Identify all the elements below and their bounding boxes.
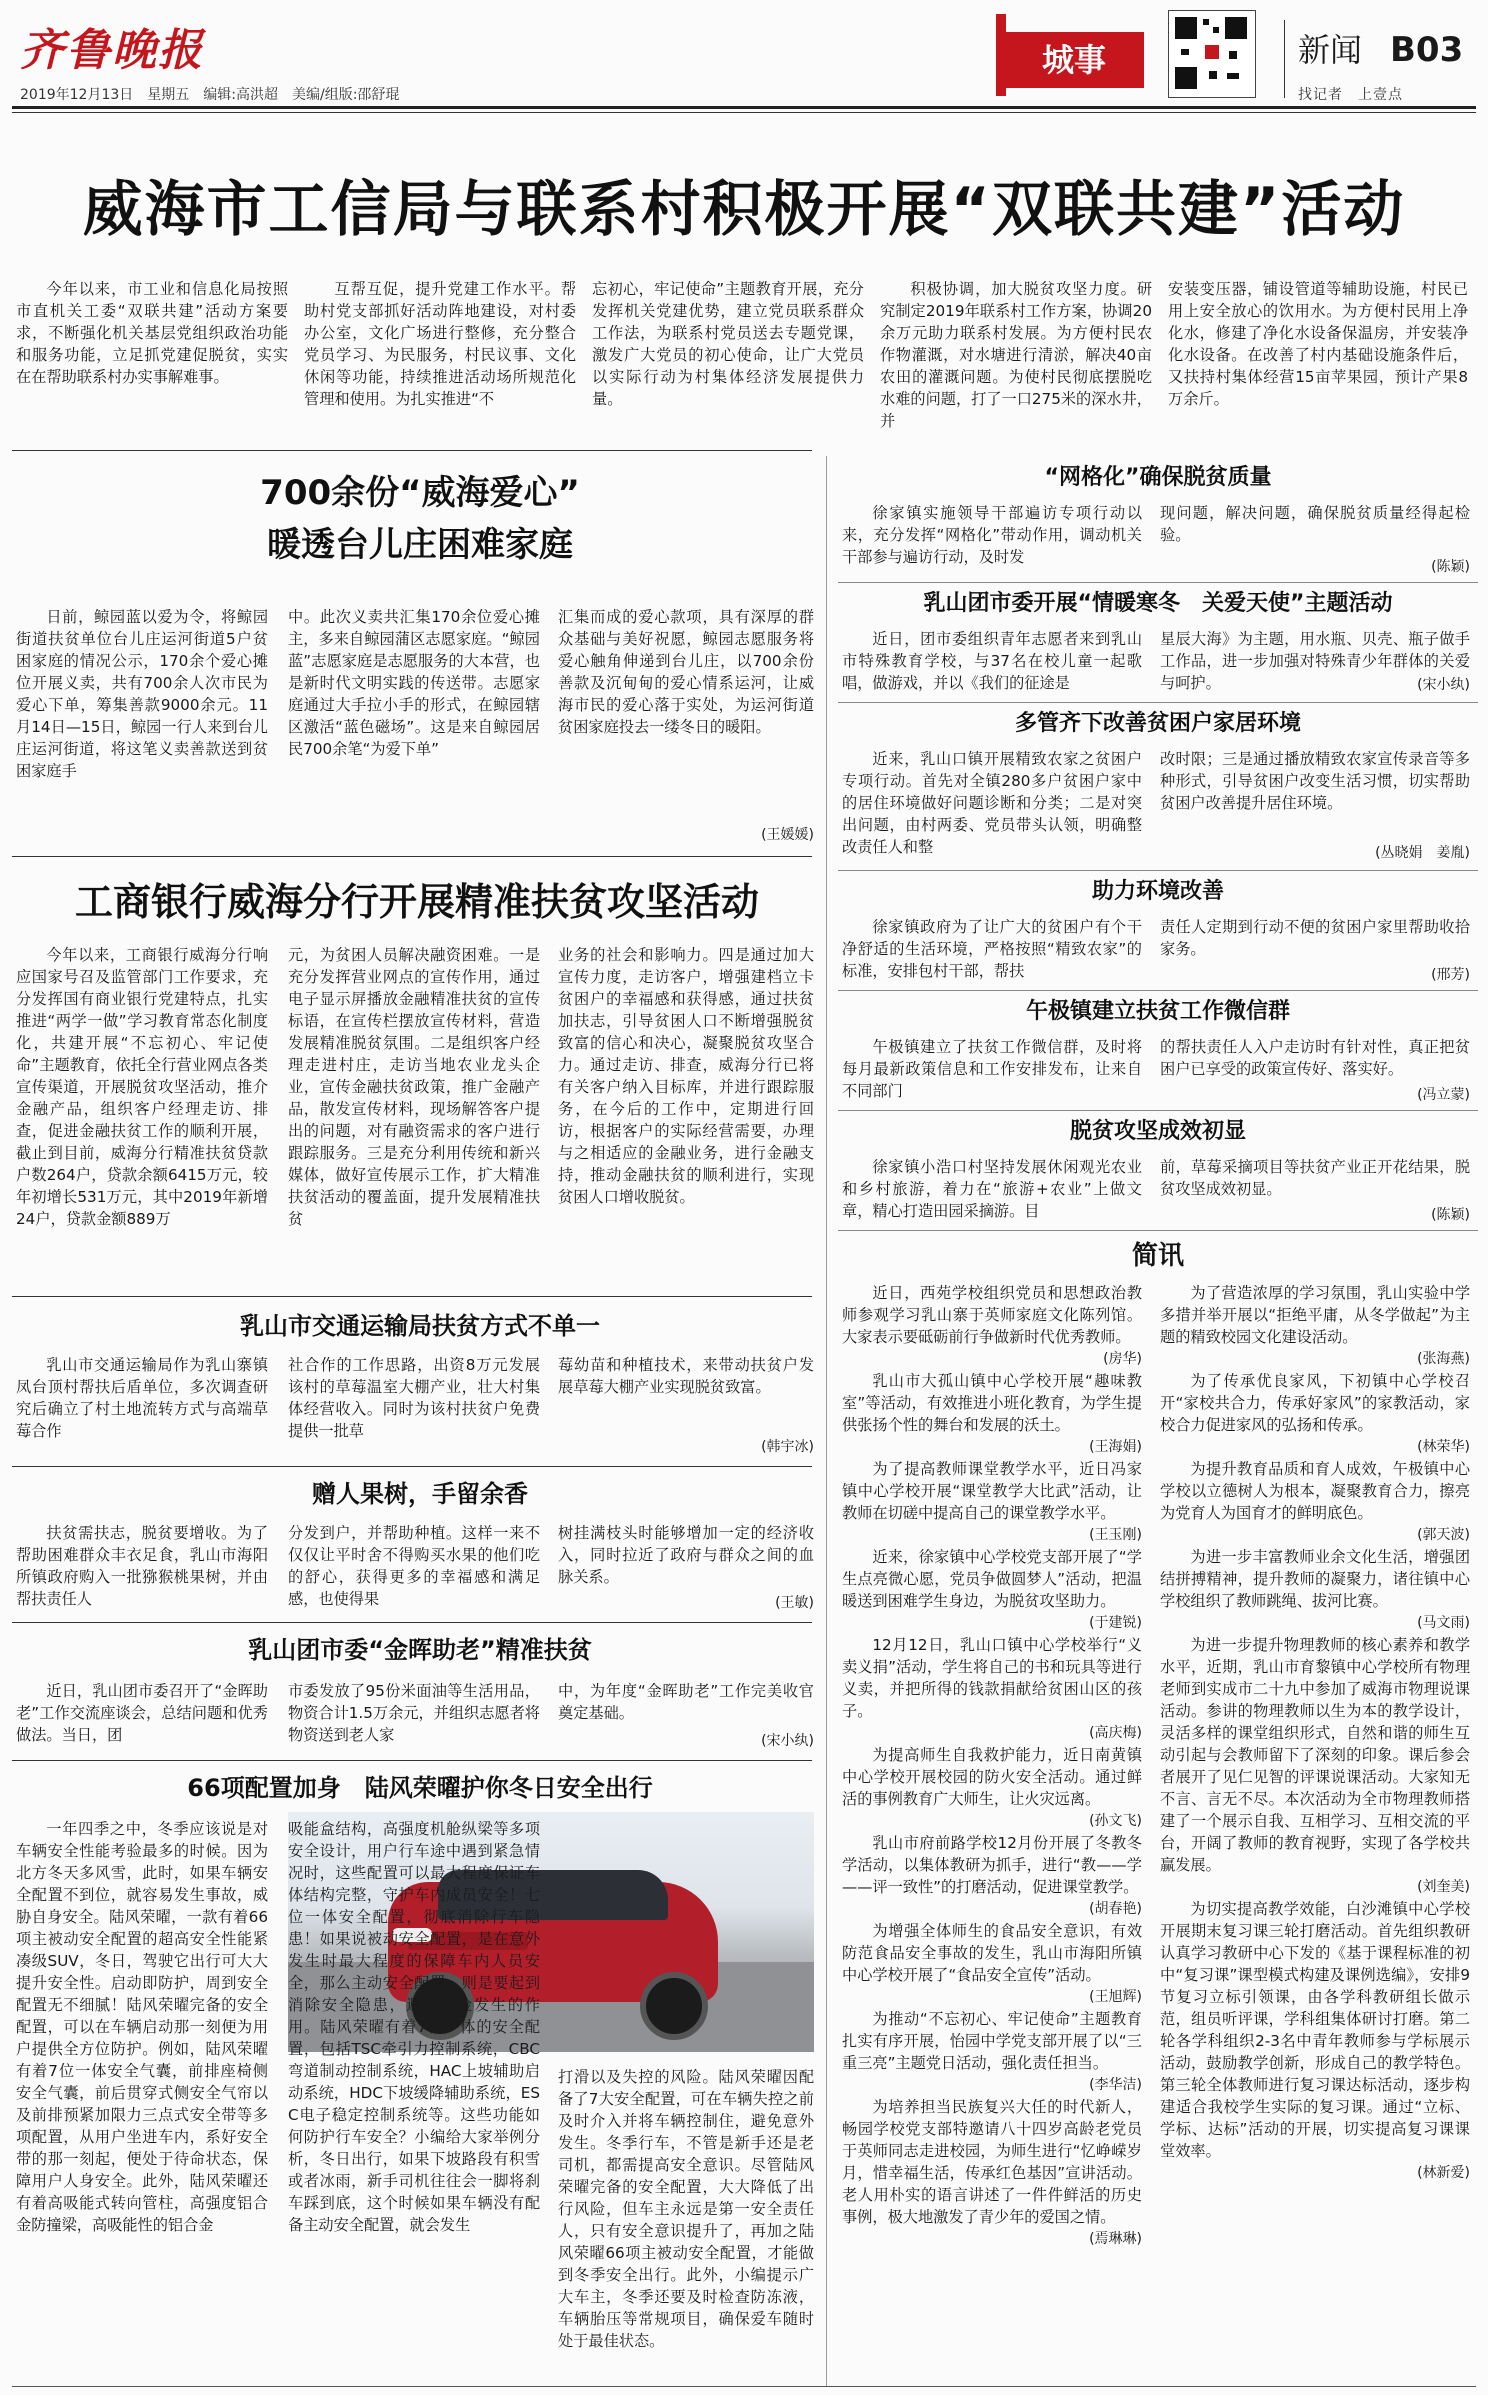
jianxun-headline: 简讯 — [1131, 1241, 1184, 1271]
brief-item: 12月12日，乳山口镇中心学校举行“义卖义捐”活动，学生将自己的书和玩具等进行义卖，并把所得的钱款捐献给贫困山区的孩子。 — [842, 1636, 1142, 1720]
jiaotong-column-1: 乳山市交通运输局作为乳山寨镇凤台顶村帮扶后盾单位，多次调查研究后确立了村土地流转方式与高端草莓合作 — [16, 1356, 268, 1440]
brief-signature: (林荣华) — [1417, 1439, 1470, 1455]
brief-item: 为了提高教师课堂教学水平，近日冯家镇中心学校开展“课堂教学大比武”活动，让教师在切磋中提高自己的课堂教学水平。 — [842, 1460, 1142, 1522]
guoshu-column-1: 扶贫需扶志，脱贫要增收。为了帮助困难群众丰衣足食，乳山市海阳所镇政府购入一批猕猴桃果树，并由帮扶责任人 — [16, 1524, 268, 1608]
jiaotong-headline: 乳山市交通运输局扶贫方式不单一 — [240, 1312, 600, 1340]
wanggehua-signature: (陈颖) — [1431, 559, 1470, 575]
guoshu-column-2: 分发到户，并帮助种植。这样一来不仅仅让平时舍不得购买水果的他们吃的舒心，获得更多的幸福感和满足感，也使得果 — [288, 1524, 540, 1608]
wanggehua-headline: “网格化”确保脱贫质量 — [1044, 465, 1272, 490]
duoguan-signature: (丛晓娟 姜胤) — [1375, 845, 1470, 861]
nuandong-column-2: 星辰大海》为主题，用水瓶、贝壳、瓶子做手工作品，进一步加强对特殊青少年群体的关爱与呵护。 — [1160, 630, 1470, 692]
jiaotong-signature: (韩宇冰) — [761, 1439, 814, 1455]
jiaotong-column-2: 社合作的工作思路，出资8万元发展该村的草莓温室大棚产业，壮大村集体经营收入。同时为该村扶贫户免费提供一批草 — [288, 1356, 540, 1440]
lead-column-2: 互帮互促，提升党建工作水平。帮助村党支部抓好活动阵地建设，对村委办公室，文化广场进行整修，充分整合党员学习、为民服务，村民议事、文化休闲等功能，持续推进活动场所规范化管理和使用。为扎实推进“不 — [304, 280, 576, 408]
brief-signature: (郭天波) — [1417, 1527, 1470, 1543]
lead-column-3: 忘初心，牢记使命”主题教育开展，充分发挥机关党建优势，建立党员联系群众工作法，为联系村党员送去专题党课，激发广大党员的初心使命，让广大党员以实际行动为村集体经济发展提供力量。 — [592, 280, 864, 408]
brief-item: 为培养担当民族复兴大任的时代新人，畅园学校党支部特邀请八十四岁高龄老党员于英师同志走进校园，为师生进行“忆峥嵘岁月，惜幸福生活，传承红色基因”宣讲活动。老人用朴实的语言讲述了一件件鲜活的历史事例，极大地激发了青少年的爱国之情。 — [842, 2098, 1142, 2226]
aixin-column-3: 汇集而成的爱心款项，具有深厚的群众基础与美好祝愿，鲸园志愿服务将爱心触角伸递到台儿庄，以700余份善款及沉甸甸的爱心情系运河，让威海市民的爱心落于实处，为运河街道贫困家庭投去一缕冬日的暖阳。 — [558, 608, 814, 736]
aixin-headline-1: 700余份“威海爱心” — [260, 473, 580, 513]
jinhui-column-3: 中，为年度“金晖助老”工作完美收官奠定基础。 — [558, 1682, 814, 1722]
zhuli-column-2: 责任人定期到行动不便的贫困户家里帮助收拾家务。 — [1160, 918, 1470, 958]
page-number: B03 — [1390, 30, 1464, 70]
jinhui-column-1: 近日，乳山团市委召开了“金晖助老”工作交流座谈会，总结问题和优秀做法。当日，团 — [16, 1682, 268, 1744]
brief-item: 为进一步提升物理教师的核心素养和教学水平，近期，乳山市育黎镇中心学校所有物理老师到实成市二十九中参加了威海市物理说课活动。参讲的物理教师以生为本的教学设计，灵活多样的课堂组织形式，自然和谐的师生互动引起与会教师留下了深刻的印象。课后参会者展开了见仁见智的评课说课活动。大家知无不言、言无不尽。本次活动为全市物理教师搭建了一个展示自我、互相学习、互相交流的平台，开阔了教师的教育视野，实现了各学校共赢发展。 — [1160, 1636, 1470, 1874]
car-column-3: 打滑以及失控的风险。陆风荣曜因配备了7大安全配置，可在车辆失控之前及时介入并将车辆控制住，避免意外发生。冬季行车，不管是新手还是老司机，都需提高安全意识。尽管陆风荣曜完备的安全配置，大大降低了出行风险，但车主永远是第一安全责任人，只有安全意识提升了，再加之陆风荣曜66项主被动安全配置，才能做到冬季安全出行。此外，小编提示广大车主，冬季还要及时检查防冻液，车辆胎压等常规项目，确保爱车随时处于最佳状态。 — [558, 2068, 814, 2350]
zhuli-column-1: 徐家镇政府为了让广大的贫困户有个干净舒适的生活环境，严格按照“精致农家”的标准，安排包村干部，帮扶 — [842, 918, 1142, 980]
jiaotong-column-3: 莓幼苗和种植技术，来带动扶贫户发展草莓大棚产业实现脱贫致富。 — [558, 1356, 814, 1396]
duoguan-column-2: 改时限；三是通过播放精致农家宣传录音等多种形式，引导贫困户改变生活习惯，切实帮助贫困户改善提升居住环境。 — [1160, 750, 1470, 812]
brief-signature: (张海燕) — [1417, 1351, 1470, 1367]
wanggehua-column-1: 徐家镇实施领导干部遍访专项行动以来，充分发挥“网格化”带动作用，调动机关干部参与遍访行动，及时发 — [842, 504, 1142, 566]
icbc-column-2: 元，为贫困人员解决融资困难。一是充分发挥营业网点的宣传作用，通过电子显示屏播放金融精准扶贫的宣传标语，在宣传栏摆放宣传材料，营造发展精准脱贫氛围。二是组织客户经理走进村庄，走访当地农业龙头企业，宣传金融扶贫政策，推广金融产品，散发宣传材料，现场解答客户提出的问题，对有融资需求的客户进行跟踪服务。三是充分利用传统和新兴媒体，做好宣传展示工作，扩大精准扶贫活动的覆盖面，提升发展精准扶贫 — [288, 946, 540, 1228]
section-tab: 城事 — [1004, 32, 1144, 88]
zhuli-signature: (邢芳) — [1431, 967, 1470, 983]
section-tab-accent — [996, 14, 1006, 96]
car-headline: 66项配置加身 陆风荣曜护你冬日安全出行 — [187, 1774, 653, 1802]
masthead-rule — [12, 106, 1476, 109]
weixin-column-2: 的帮扶责任人入户走访时有针对性，真正把贫困户已享受的政策宣传好、落实好。 — [1160, 1038, 1470, 1078]
duoguan-column-1: 近来，乳山口镇开展精致农家之贫困户专项行动。首先对全镇280多户贫困户家中的居住环境做好问题诊断和分类；二是对突出问题，由村两委、党员带头认领，明确整改责任人和整 — [842, 750, 1142, 856]
weixin-signature: (冯立蒙) — [1417, 1087, 1470, 1103]
jinhui-headline: 乳山团市委“金晖助老”精准扶贫 — [248, 1636, 592, 1664]
brief-item: 乳山市大孤山镇中心学校开展“趣味教室”等活动，有效推进小班化教育，为学生提供张扬个性的舞台和发展的沃土。 — [842, 1372, 1142, 1434]
nuandong-column-1: 近日，团市委组织青年志愿者来到乳山市特殊教育学校，与37名在校儿童一起歌唱，做游戏，并以《我们的征途是 — [842, 630, 1142, 692]
guoshu-signature: (王敏) — [775, 1595, 814, 1611]
wanggehua-column-2: 现问题，解决问题，确保脱贫质量经得起检验。 — [1160, 504, 1470, 544]
brief-item: 近来，徐家镇中心学校党支部开展了“学生点亮微心愿，党员争做圆梦人”活动，把温暖送到困难学生身边，为脱贫攻坚助力。 — [842, 1548, 1142, 1610]
brief-signature: (马文雨) — [1417, 1615, 1470, 1631]
brief-item: 为了传承优良家风，下初镇中心学校召开“家校共合力，传承好家风”的家教活动，家校合力促进家风的弘扬和传承。 — [1160, 1372, 1470, 1434]
brief-signature: (王海娟) — [1089, 1439, 1142, 1455]
brief-signature: (王旭辉) — [1089, 1989, 1142, 2005]
brief-signature: (胡春艳) — [1089, 1901, 1142, 1917]
zhuli-headline: 助力环境改善 — [1091, 879, 1224, 904]
aixin-column-1: 日前，鲸园蓝以爱为令，将鲸园街道扶贫单位台儿庄运河街道5户贫困家庭的情况公示，170余个爱心摊位开展义卖，共有700余人次市民为爱心下单，筹集善款9000余元。11月14日—15日，鲸园一行人来到台儿庄运河街道，将这笔义卖善款送到贫困家庭手 — [16, 608, 268, 780]
car-column-1: 一年四季之中，冬季应该说是对车辆安全性能考验最多的时候。因为北方冬天多风雪，此时，如果车辆安全配置不到位，就容易发生事故，威胁自身安全。陆风荣曜，一款有着66项主被动安全配置的超高安全性能紧凑级SUV，冬日，驾驶它出行可大大提升安全性。启动即防护，周到安全配置无不细腻！陆风荣曜完备的安全配置，可以在车辆启动那一刻便为用户提供全方位防护。例如，陆风荣曜有着7位一体安全气囊，前排座椅侧安全气囊，前后贯穿式侧安全气帘以及前排预紧加限力三点式安全带等多项配置，从用户坐进车内，系好安全带的那一刻起，便处于待命状态，保障用户人身安全。此外，陆风荣曜还有着高吸能式转向管柱，高强度铝合金防撞梁，高吸能性的铝合金 — [16, 1820, 268, 2234]
brief-item: 为切实提高教学效能，白沙滩镇中心学校开展期末复习课三轮打磨活动。首先组织教研认真学习教研中心下发的《基于课程标准的初中“复习课”课型模式构建及课例选编》，安排9节复习立标引领课，由各学科教研组长做示范，组员听评课，学科组集体研讨打磨。第二轮各学科组织2-3名中青年教师参与学标展示活动，鼓励教学创新，形成自己的教学特色。第三轮全体教师进行复习课达标活动，逐步构建适合我校学生实际的复习课。通过“立标、学标、达标”活动的开展，切实提高复习课课堂效率。 — [1160, 1900, 1470, 2160]
lead-column-4: 积极协调，加大脱贫攻坚力度。研究制定2019年联系村工作方案，协调20余万元助力联系村发展。为方便村民农作物灌溉，对水塘进行清淤，解决40亩农田的灌溉问题。为使村民彻底摆脱吃水难的问题，打了一口275米的深水井，并 — [880, 280, 1152, 430]
jianxun-left-column — [842, 1282, 1142, 2250]
weixin-headline: 午极镇建立扶贫工作微信群 — [1025, 999, 1290, 1024]
brief-signature: (王玉刚) — [1089, 1527, 1142, 1543]
brief-item: 为增强全体师生的食品安全意识，有效防范食品安全事故的发生，乳山市海阳所镇中心学校开展了“食品安全宣传”活动。 — [842, 1922, 1142, 1984]
page-section-name: 新闻 — [1298, 31, 1363, 69]
nuandong-headline: 乳山团市委开展“情暖寒冬 关爱天使”主题活动 — [923, 591, 1393, 616]
brief-item: 为推动“不忘初心、牢记使命”主题教育扎实有序开展，怡园中学党支部开展了以“三重三亮”主题党日活动，强化责任担当。 — [842, 2010, 1142, 2072]
brief-item: 为提升教育品质和育人成效，午极镇中心学校以立德树人为根本，凝聚教育合力，擦亮为党育人为国育才的鲜明底色。 — [1160, 1460, 1470, 1522]
jinhui-column-2: 市委发放了95份米面油等生活用品，物资合计1.5万余元，并组织志愿者将物资送到老人家 — [288, 1682, 540, 1744]
lead-column-1: 今年以来，市工业和信息化局按照市直机关工委“双联共建”活动方案要求，不断强化机关基层党组织政治功能和服务功能，立足抓党建促脱贫，实实在在帮助联系村办实事解难事。 — [16, 280, 288, 386]
brief-signature: (焉琳琳) — [1089, 2231, 1142, 2247]
icbc-column-3: 业务的社会和影响力。四是通过加大宣传力度，走访客户，增强建档立卡贫困户的幸福感和获得感，通过扶贫加扶志，引导贫困人口不断增强脱贫致富的信心和决心，凝聚脱贫攻坚合力。通过走访、排查，威海分行已将有关客户纳入目标库，并进行跟踪服务，在今后的工作中，定期进行回访，根据客户的实际经营需要，办理与之相适应的金融业务，进行金融支持，推动金融扶贫的顺利进行，实现贫困人口增收脱贫。 — [558, 946, 814, 1206]
brief-item: 为进一步丰富教师业余文化生活，增强团结拼搏精神，提升教师的凝聚力，诸往镇中心学校组织了教师跳绳、拔河比赛。 — [1160, 1548, 1470, 1610]
brief-signature: (于建锐) — [1089, 1615, 1142, 1631]
icbc-column-1: 今年以来，工商银行威海分行响应国家号召及监管部门工作要求，充分发挥国有商业银行党建特点，扎实推进“两学一做”学习教育常态化制度化，共建开展“不忘初心、牢记使命”主题教育，依托全行营业网点各类宣传渠道，开展脱贫攻坚活动，推介金融产品，组织客户经理走访、排查，促进金融扶贫工作的顺利开展，截止到目前，威海分行精准扶贫贷款户数264户，贷款余额6415万元，较年初增长531万元，其中2019年新增24户，贷款金额889万 — [16, 946, 268, 1228]
chengxiao-column-2: 前，草莓采摘项目等扶贫产业正开花结果，脱贫攻坚成效初显。 — [1160, 1158, 1470, 1198]
brief-signature: (李华洁) — [1089, 2077, 1142, 2093]
brief-signature: (房华) — [1103, 1351, 1142, 1367]
aixin-headline-2: 暖透台儿庄困难家庭 — [267, 525, 573, 565]
brief-item: 近日，西苑学校组织党员和思想政治教师参观学习乳山寨于英师家庭文化陈列馆。大家表示要砥砺前行争做新时代优秀教师。 — [842, 1284, 1142, 1346]
lead-column-5: 安装变压器，铺设管道等辅助设施，村民已用上安全放心的饮用水。为方便村民用上净化水，修建了净化水设备保温房，并安装净化水设备。在改善了村内基础设施条件后，又扶持村集体经营15亩苹果园，预计产果8万余斤。 — [1168, 280, 1468, 408]
guoshu-column-3: 树挂满枝头时能够增加一定的经济收入，同时拉近了政府与群众之间的血脉关系。 — [558, 1524, 814, 1586]
brief-signature: (孙文飞) — [1089, 1813, 1142, 1829]
brief-signature: (刘奎美) — [1417, 1879, 1470, 1895]
reporter-hotline: 找记者 上壹点 — [1298, 87, 1403, 103]
brief-signature: (林新爱) — [1417, 2165, 1470, 2181]
weixin-column-1: 午极镇建立了扶贫工作微信群，及时将每月最新政策信息和工作安排发布，让来自不同部门 — [842, 1038, 1142, 1100]
chengxiao-headline: 脱贫攻坚成效初显 — [1069, 1119, 1246, 1144]
brief-signature: (高庆梅) — [1089, 1725, 1142, 1741]
car-column-2: 吸能盒结构，高强度机舱纵梁等多项安全设计，用户行车途中遇到紧急情况时，这些配置可以最大程度保证车体结构完整，守护车内成员安全！七位一体安全配置，彻底消除行车隐患！如果说被动安全配置，是在意外发生时最大程度的保障车内人员安全，那么主动安全配置，则是要起到消除安全隐患，避免危险发生的作用。陆风荣曜有着7位一体的安全配置，包括TSC牵引力控制系统，CBC弯道制动控制系统，HAC上坡辅助启动系统，HDC下坡缓降辅助系统，ESC电子稳定控制系统等。这些功能如何防护行车安全？小编给大家举例分析，冬日出行，如果下坡路段有积雪或者冰雨，新手司机往往会一脚将刹车踩到底，这个时候如果车辆没有配备主动安全配置，就会发生 — [288, 1820, 540, 2234]
brief-item: 乳山市府前路学校12月份开展了冬教冬学活动，以集体教研为抓手，进行“教——学——评一致性”的打磨活动，促进课堂教学。 — [842, 1834, 1142, 1896]
nuandong-signature: (宋小纨) — [1417, 677, 1470, 693]
newspaper-logo: 齐鲁晚报 — [20, 25, 204, 76]
jianxun-right-column — [1160, 1282, 1470, 2184]
jinhui-signature: (宋小纨) — [761, 1733, 814, 1749]
aixin-signature: (王媛媛) — [761, 827, 814, 843]
date-editor-line: 2019年12月13日 星期五 编辑:高洪超 美编/组版:邵舒琨 — [20, 87, 400, 103]
qr-code-icon — [1168, 10, 1256, 98]
chengxiao-signature: (陈颖) — [1431, 1207, 1470, 1223]
duoguan-headline: 多管齐下改善贫困户家居环境 — [1014, 711, 1301, 736]
aixin-column-2: 中。此次义卖共汇集170余位爱心摊主，多来自鲸园蒲区志愿家庭。“鲸园蓝”志愿家庭是志愿服务的大本营，也是新时代文明实践的传送带。志愿家庭通过大手拉小手的形式，在鲸园辖区激活“蓝色磁场”。这是来自鲸园居民700余笔“为爱下单” — [288, 608, 540, 758]
guoshu-headline: 赠人果树，手留余香 — [312, 1480, 528, 1508]
icbc-headline: 工商银行威海分行开展精准扶贫攻坚活动 — [74, 880, 759, 924]
lead-headline: 威海市工信局与联系村积极开展“双联共建”活动 — [82, 175, 1406, 245]
footer-rule — [12, 2386, 1476, 2387]
chengxiao-column-1: 徐家镇小浩口村坚持发展休闲观光农业和乡村旅游，着力在“旅游+农业”上做文章，精心打造田园采摘游。目 — [842, 1158, 1142, 1220]
brief-item: 为提高师生自我救护能力，近日南黄镇中心学校开展校园的防火安全活动。通过鲜活的事例教育广大师生，让火灾远离。 — [842, 1746, 1142, 1808]
brief-item: 为了营造浓厚的学习氛围，乳山实验中学多措并举开展以“拒绝平庸，从冬学做起”为主题的精致校园文化建设活动。 — [1160, 1284, 1470, 1346]
